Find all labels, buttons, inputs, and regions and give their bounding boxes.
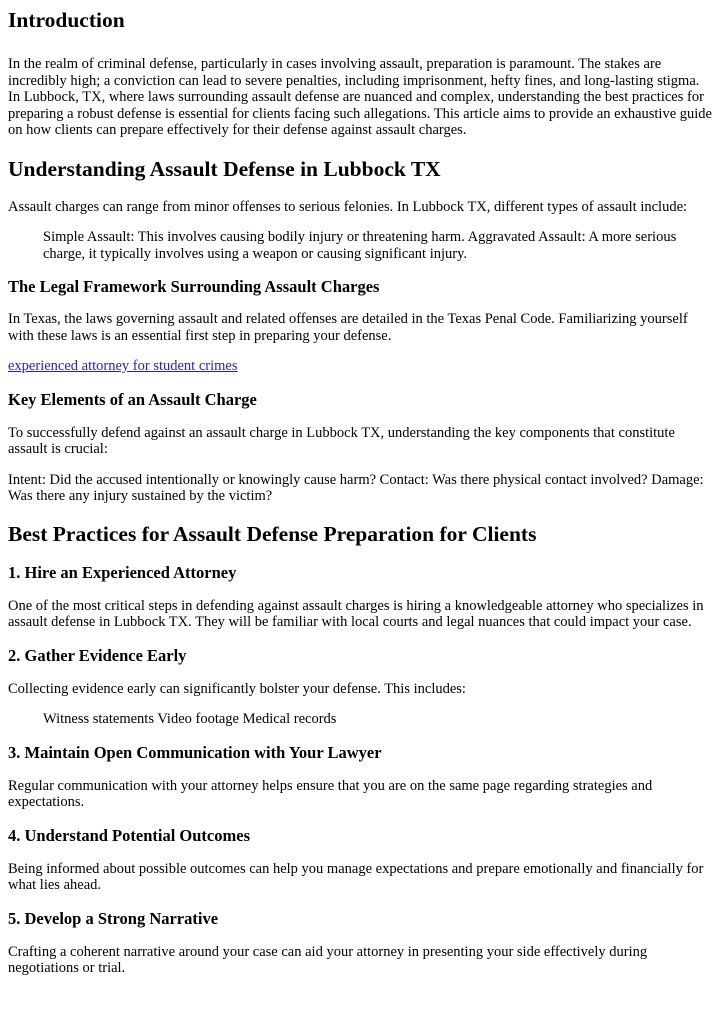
attorney-link-paragraph xyxy=(8,358,712,375)
intro-paragraph: In the realm of criminal defense, particularly in cases involving assault, preparation is paramount. The stakes are incredibly high; a conviction can lead to severe penalties, including imprisonment, hefty fines, and long-lasting stigma. In Lubbock, TX, where laws surrounding assault defense are nuanced and complex, understanding the best practices for preparing a robust defense is essential for clients facing such allegations. This article aims to provide an exhaustive guide on how clients can prepare effectively for their defense against assault charges. xyxy=(8,56,712,138)
attorney-link[interactable]: experienced attorney for student crimes xyxy=(8,358,238,374)
practice-paragraph-1: One of the most critical steps in defending against assault charges is hiring a knowledgeable attorney who specializes in assault defense in Lubbock TX. They will be familiar with local courts and legal nuances that could impact your case. xyxy=(8,597,704,630)
intro-heading: Introduction xyxy=(8,8,125,32)
key-elements-list-paragraph: Intent: Did the accused intentionally or knowingly cause harm? Contact: Was there physical contact involved? Damage: Was there any injury sustained by the victim? xyxy=(8,471,704,504)
practice-paragraph-5: Crafting a coherent narrative around your case can aid your attorney in presenting your side effectively during negotiations or trial. xyxy=(8,943,648,976)
legal-framework-heading: The Legal Framework Surrounding Assault Charges xyxy=(8,277,380,296)
practice-heading-1: 1. Hire an Experienced Attorney xyxy=(8,562,237,582)
best-practices-heading: Best Practices for Assault Defense Preparation for Clients xyxy=(8,521,537,546)
practice-paragraph-2: Collecting evidence early can significantly bolster your defense. This includes: xyxy=(8,680,466,697)
legal-framework-paragraph: In Texas, the laws governing assault and related offenses are detailed in the Texas Penal Code. Familiarizing yourself with these laws is an essential first step in preparing your defense. xyxy=(8,311,688,344)
understanding-heading: Understanding Assault Defense in Lubbock TX xyxy=(8,156,441,181)
practice-heading-5: 5. Develop a Strong Narrative xyxy=(8,908,219,928)
evidence-list-quote: Witness statements Video footage Medical records xyxy=(43,711,337,727)
article xyxy=(0,7,720,977)
practice-paragraph-3: Regular communication with your attorney helps ensure that you are on the same page regarding strategies and expectations. xyxy=(8,777,653,810)
practice-paragraph-4: Being informed about possible outcomes can help you manage expectations and prepare emotionally and financially for what lies ahead. xyxy=(8,860,704,893)
understanding-paragraph: Assault charges can range from minor offenses to serious felonies. In Lubbock TX, different types of assault include: xyxy=(8,198,688,215)
assault-types-quote: Simple Assault: This involves causing bodily injury or threatening harm. Aggravated Assault: A more serious charge, it typically involves using a weapon or causing significant injury. xyxy=(43,229,677,262)
practice-heading-2: 2. Gather Evidence Early xyxy=(8,645,187,665)
practice-heading-4: 4. Understand Potential Outcomes xyxy=(8,825,250,845)
key-elements-heading: Key Elements of an Assault Charge xyxy=(8,389,257,409)
practice-heading-3: 3. Maintain Open Communication with Your Lawyer xyxy=(8,742,382,762)
key-elements-paragraph: To successfully defend against an assault charge in Lubbock TX, understanding the key components that constitute assault is crucial: xyxy=(8,424,675,457)
